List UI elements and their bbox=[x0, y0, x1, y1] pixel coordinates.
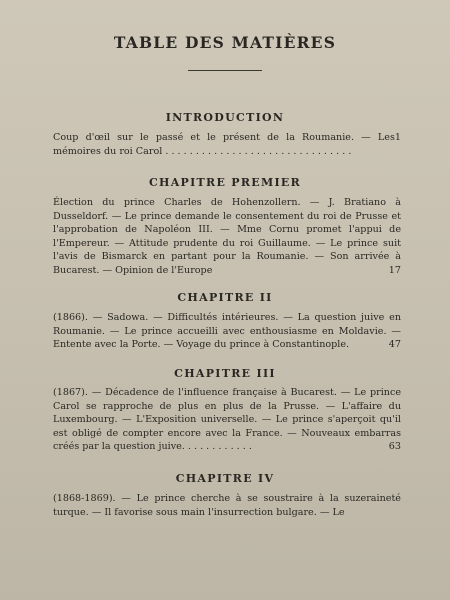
section-page-chapitre-iii: 63 bbox=[388, 441, 401, 452]
title-rule bbox=[188, 70, 262, 71]
section-page-introduction: 1 bbox=[394, 132, 401, 143]
section-text-chapitre-ii bbox=[53, 311, 401, 352]
section-title-chapitre-iv: CHAPITRE IV bbox=[175, 472, 275, 485]
section-summary: (1867). — Décadence de l'influence française à Bucarest. — Le prince Carol se rapproche de plus en plus de la Prusse. — L'affaire du Luxembourg. — L'Exposition universelle. — Le prince s'aperçoit qu'il est obligé de compter encore avec la France. — Nouveaux embarras créés par la question juive. . . . . . . . . . . . bbox=[53, 387, 401, 452]
section-summary: Coup d'œil sur le passé et le présent de la Roumanie. — Les mémoires du roi Carol . . . . . . . . . . . . . . . . . . . . . . . . . . . . . . . bbox=[53, 132, 395, 157]
section-text-chapitre-premier bbox=[53, 196, 401, 277]
section-title-chapitre-ii: CHAPITRE II bbox=[177, 291, 273, 304]
page-title: TABLE DES MATIÈRES bbox=[113, 33, 337, 52]
section-text-introduction bbox=[53, 131, 401, 158]
section-page-chapitre-premier: 17 bbox=[388, 264, 401, 276]
section-page-chapitre-ii: 47 bbox=[388, 339, 401, 350]
section-summary: (1866). — Sadowa. — Difficultés intérieures. — La question juive en Roumanie. — Le prince accueilli avec enthousiasme en Moldavie. — Entente avec la Porte. — Voyage du prince à Constantinople. bbox=[53, 312, 401, 350]
section-title-chapitre-premier: CHAPITRE PREMIER bbox=[148, 176, 302, 189]
section-summary: (1868-1869). — Le prince cherche à se soustraire à la suzeraineté turque. — Il favorise sous main l'insurrection bulgare. — Le bbox=[53, 493, 401, 518]
section-title-introduction: INTRODUCTION bbox=[165, 111, 285, 124]
section-text-chapitre-iii bbox=[53, 386, 401, 454]
section-text-chapitre-iv bbox=[53, 492, 401, 523]
section-title-chapitre-iii: CHAPITRE III bbox=[174, 367, 276, 380]
section-summary: Élection du prince Charles de Hohenzollern. — J. Bratiano à Dusseldorf. — Le prince demande le consentement du roi de Prusse et l'approbation de Napoléon III. — Mme Cornu promet l'appui de l'Empereur. — Attitude prudente du roi Guillaume. — Le prince suit l'avis de Bismarck en partant pour la Roumanie. — Son arrivée à Bucarest. — Opinion de l'Europe bbox=[53, 197, 401, 276]
